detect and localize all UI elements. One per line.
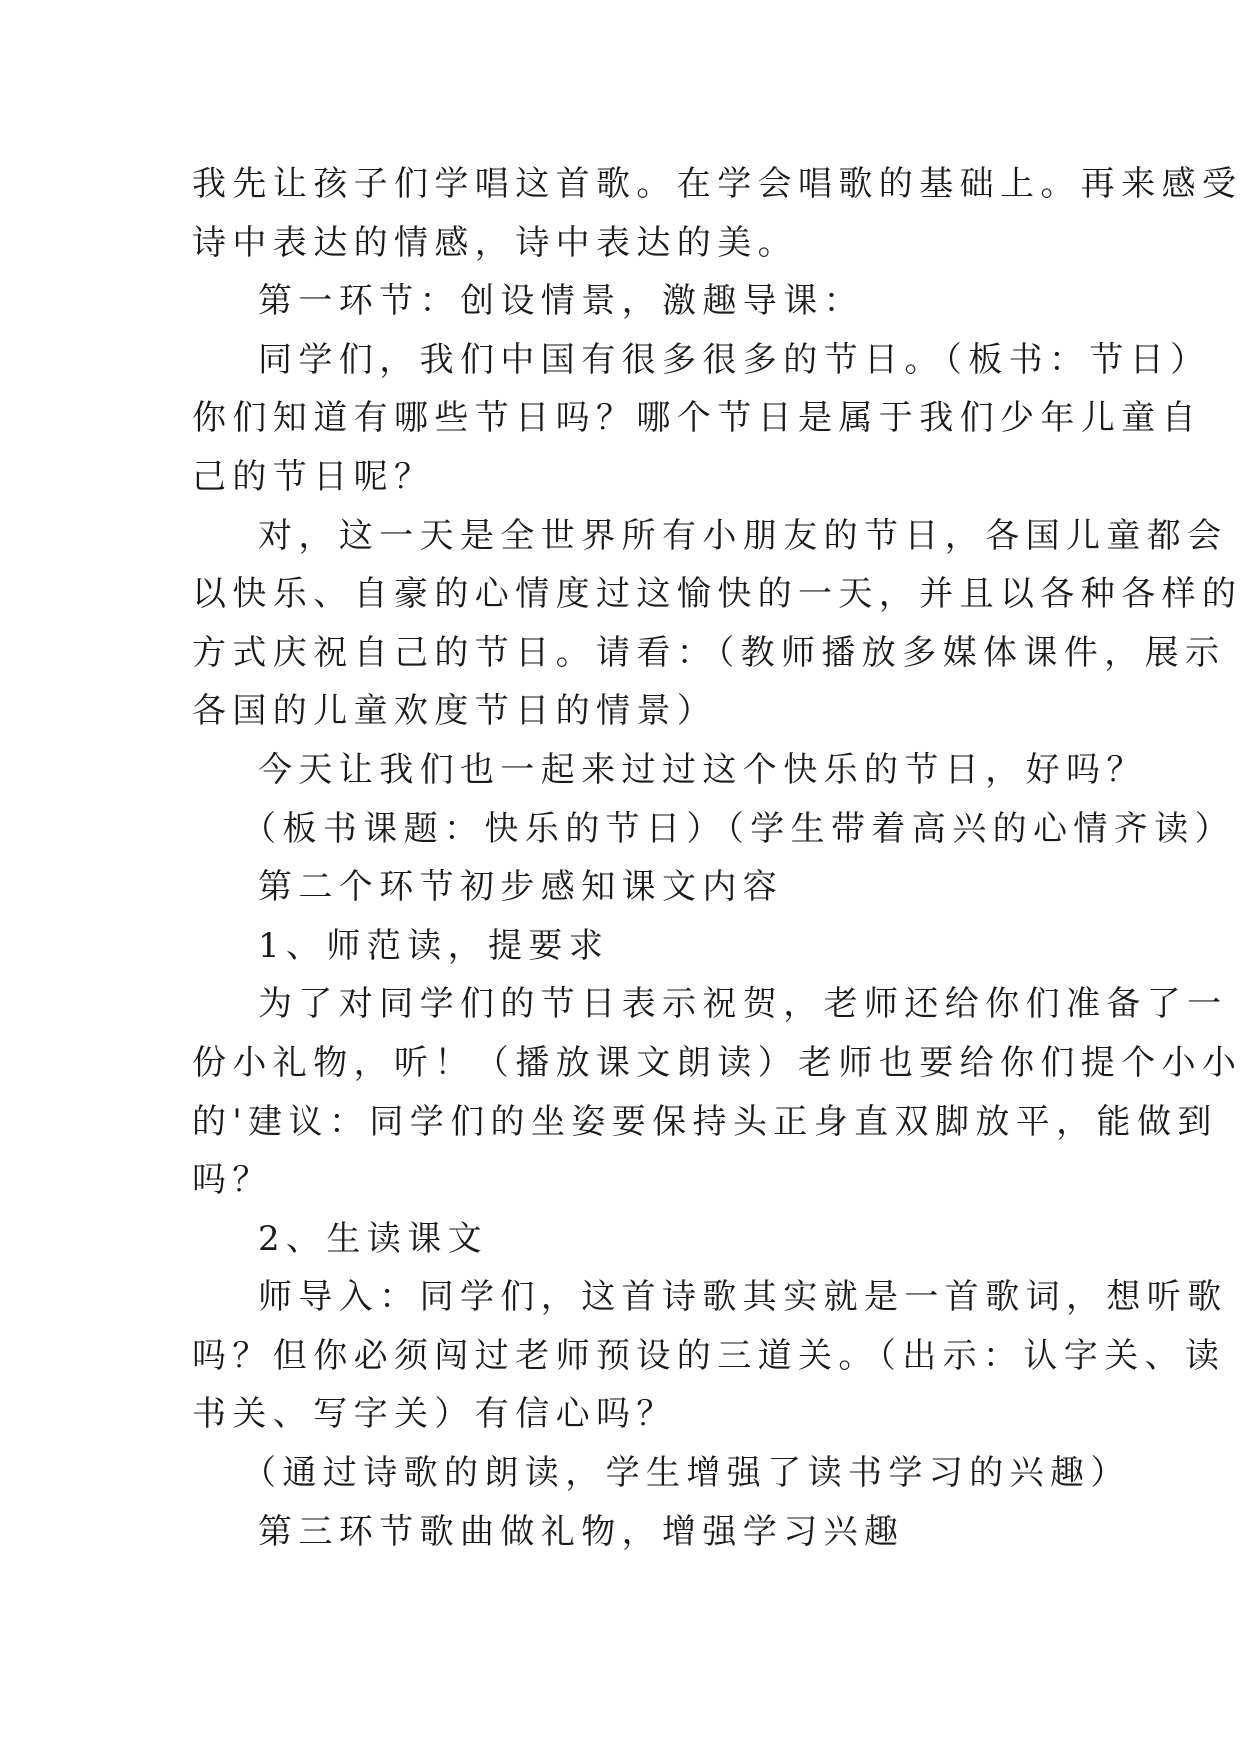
section-heading: 第二个环节初步感知课文内容 <box>258 867 784 908</box>
text-line: （通过诗歌的朗读，学生增强了读书学习的兴趣） <box>242 1453 1131 1494</box>
text-line: 己的节日呢？ <box>192 456 435 497</box>
text-line: 吗？但你必须闯过老师预设的三道关。（出示：认字关、读 <box>192 1335 1226 1376</box>
section-heading: 第一环节：创设情景，激趣导课： <box>258 281 864 322</box>
text-line: 对，这一天是全世界所有小朋友的节日，各国儿童都会 <box>258 515 1228 556</box>
subsection-heading: 1、师范读，提要求 <box>258 925 610 966</box>
text-line: 以快乐、自豪的心情度过这愉快的一天，并且以各种各样的 <box>192 574 1242 615</box>
text-line: 的'建议：同学们的坐姿要保持头正身直双脚放平，能做到 <box>192 1101 1218 1142</box>
text-line: 我先让孩子们学唱这首歌。在学会唱歌的基础上。再来感受 <box>192 164 1242 204</box>
text-line: 各国的儿童欢度节日的情景） <box>192 691 718 732</box>
document-body <box>192 155 1242 1561</box>
text-line: 今天让我们也一起来过过这个快乐的节日，好吗？ <box>258 749 1147 790</box>
subsection-heading: 2、生读课文 <box>258 1218 489 1259</box>
text-line: （板书课题：快乐的节日）（学生带着高兴的心情齐读） <box>242 808 1235 849</box>
text-line: 吗？ <box>192 1160 273 1201</box>
text-line: 书关、写字关）有信心吗？ <box>192 1394 677 1435</box>
text-line: 师导入：同学们，这首诗歌其实就是一首歌词，想听歌 <box>258 1277 1228 1318</box>
text-line: 份小礼物，听！（播放课文朗读）老师也要给你们提个小小 <box>192 1042 1242 1083</box>
section-heading: 第三环节歌曲做礼物，增强学习兴趣 <box>258 1511 905 1552</box>
text-line: 方式庆祝自己的节日。请看：（教师播放多媒体课件，展示 <box>192 632 1226 673</box>
text-line: 同学们，我们中国有很多很多的节日。（板书：节日） <box>258 339 1211 380</box>
text-line: 为了对同学们的节日表示祝贺，老师还给你们准备了一 <box>258 984 1228 1025</box>
text-line: 你们知道有哪些节日吗？哪个节日是属于我们少年儿童自 <box>192 398 1202 439</box>
text-line: 诗中表达的情感，诗中表达的美。 <box>192 222 798 263</box>
